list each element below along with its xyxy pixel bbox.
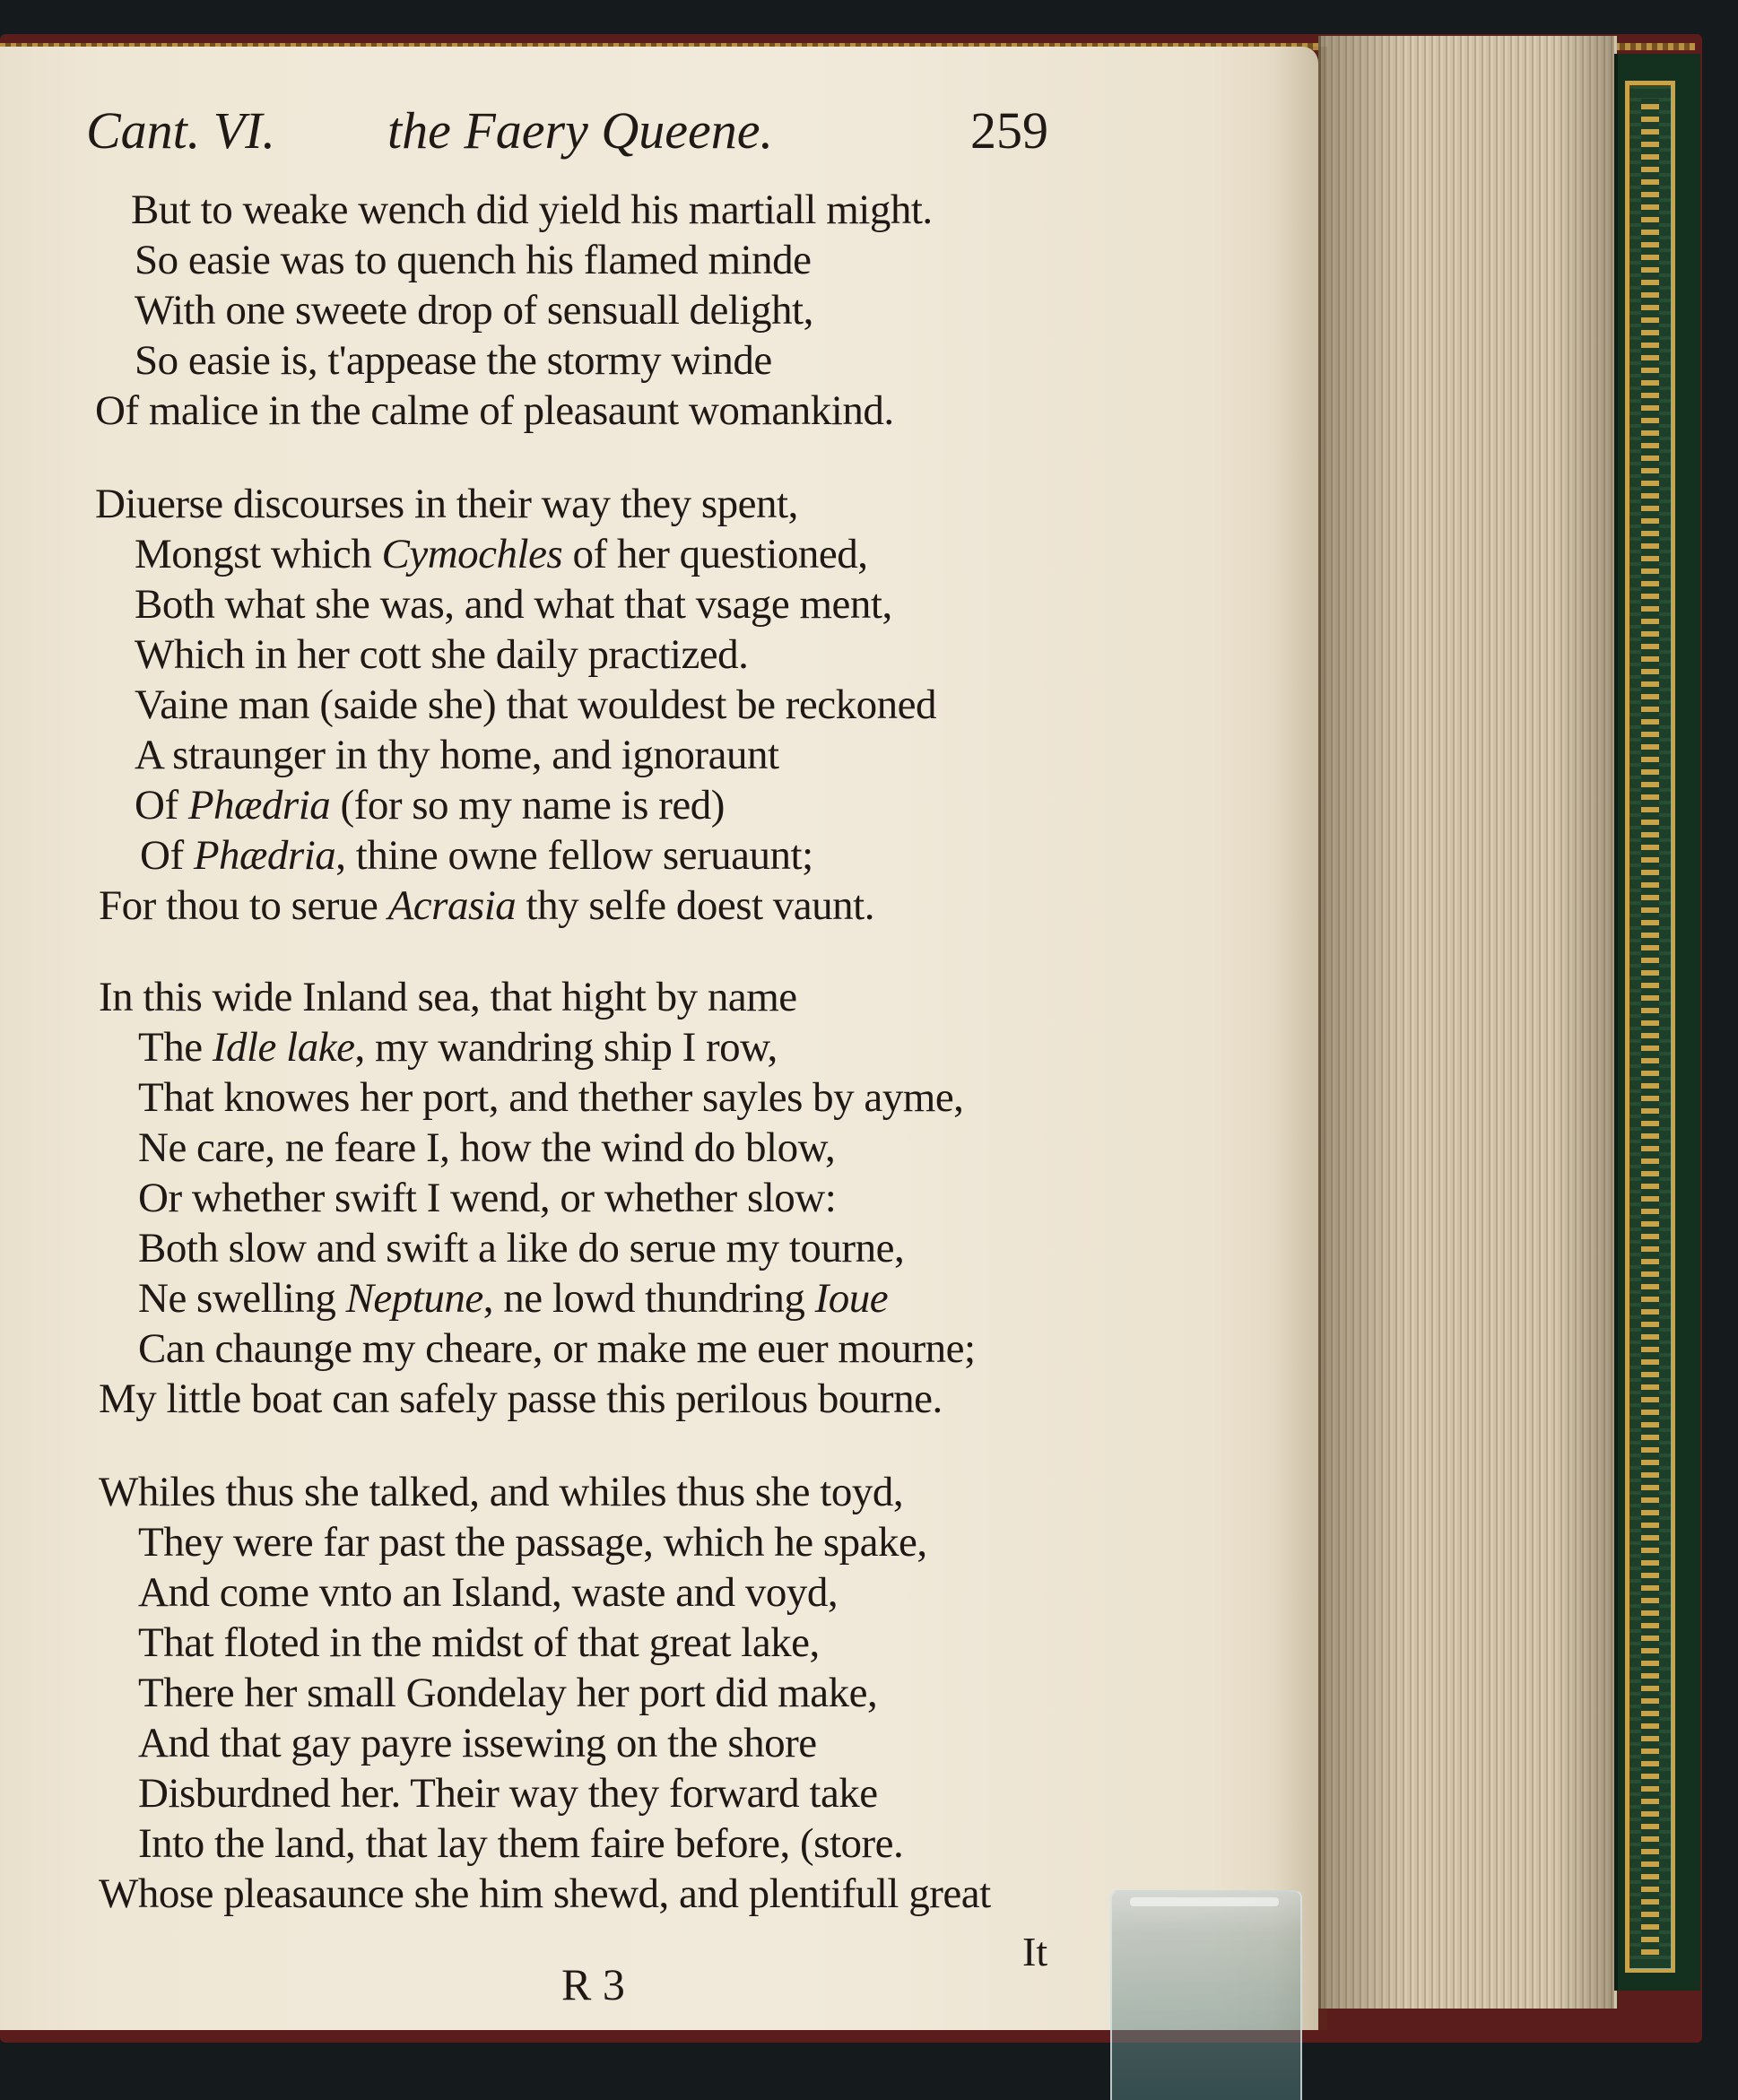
poem-line xyxy=(135,579,892,629)
poem-line xyxy=(135,780,725,830)
line-text: Whiles thus she talked, and whiles thus she toyd, xyxy=(99,1469,904,1515)
page-edge-shadow xyxy=(1273,47,1327,2030)
glass-weight-highlight xyxy=(1130,1897,1279,1906)
running-head xyxy=(86,100,1073,163)
page-number: 259 xyxy=(970,101,1048,160)
signature-mark: R 3 xyxy=(561,1959,625,2009)
poem-line xyxy=(138,1517,927,1567)
line-text: Of malice in the calme of pleasaunt womankind. xyxy=(95,387,894,434)
line-text: They were far past the passage, which he spake, xyxy=(138,1519,927,1566)
line-text: Both slow and swift a like do serue my tourne, xyxy=(138,1225,905,1271)
line-text: Of xyxy=(140,832,194,879)
poem-line xyxy=(138,1173,836,1223)
poem-line xyxy=(138,1072,963,1123)
poem-line xyxy=(135,285,813,335)
binding-gilt-inner xyxy=(1641,99,1659,1955)
fore-edge-shading xyxy=(1318,36,1614,2009)
poem-line xyxy=(99,881,874,931)
italic-name: Phædria xyxy=(193,832,336,879)
line-text: Ne swelling xyxy=(138,1275,346,1322)
poem-line xyxy=(95,479,798,529)
line-text: And come vnto an Island, waste and voyd, xyxy=(138,1569,839,1616)
line-text: Can chaunge my cheare, or make me euer mourne; xyxy=(138,1325,976,1372)
italic-name: Neptune xyxy=(345,1275,483,1322)
poem-line xyxy=(138,1818,903,1869)
poem-line xyxy=(131,185,933,235)
poem-line xyxy=(135,335,772,386)
line-text: , thine owne fellow seruaunt; xyxy=(335,832,813,879)
line-text: And that gay payre issewing on the shore xyxy=(138,1720,817,1766)
poem-line xyxy=(95,386,894,436)
line-text: So easie was to quench his flamed minde xyxy=(135,237,812,283)
poem-line xyxy=(138,1567,838,1618)
poem-line xyxy=(99,972,797,1022)
poem-line xyxy=(135,730,779,780)
italic-name: Phædria xyxy=(187,782,331,829)
book-title: the Faery Queene. xyxy=(387,101,773,160)
poem-line xyxy=(138,1718,817,1768)
poem-line xyxy=(135,235,812,285)
poem-line xyxy=(138,1768,878,1818)
line-text: Of xyxy=(135,782,188,829)
line-text: With one sweete drop of sensuall delight, xyxy=(135,287,813,334)
poem-line xyxy=(99,1374,943,1424)
line-text: That floted in the midst of that great lake, xyxy=(138,1619,820,1666)
line-text: of her questioned, xyxy=(562,531,868,577)
italic-name: Ioue xyxy=(814,1275,889,1322)
poem-line xyxy=(138,1323,976,1374)
line-text: Vaine man (saide she) that wouldest be reckoned xyxy=(135,681,936,728)
italic-name: Acrasia xyxy=(387,882,517,929)
line-text: Mongst which xyxy=(135,531,382,577)
poem-line xyxy=(138,1022,778,1072)
catchword: It xyxy=(1022,1929,1048,1974)
italic-name: Idle lake xyxy=(212,1024,355,1071)
line-text: In this wide Inland sea, that hight by name xyxy=(99,974,797,1020)
line-text: Which in her cott she daily practized. xyxy=(135,631,749,678)
glass-page-weight xyxy=(1110,1890,1302,2100)
line-text: That knowes her port, and thether sayles by ayme, xyxy=(138,1074,964,1121)
line-text: Whose pleasaunce she him shewd, and plentifull great xyxy=(99,1870,991,1917)
line-text: But to weake wench did yield his martiall might. xyxy=(131,187,933,233)
line-text: The xyxy=(138,1024,213,1071)
line-text: , my wandring ship I row, xyxy=(354,1024,778,1071)
italic-name: Cymochles xyxy=(381,531,563,577)
poem-line xyxy=(138,1223,904,1273)
poem-line xyxy=(138,1273,888,1323)
poem-line xyxy=(138,1123,835,1173)
poem-line xyxy=(140,830,813,881)
poem-line xyxy=(138,1618,820,1668)
line-text: There her small Gondelay her port did make, xyxy=(138,1670,878,1716)
line-text: Disburdned her. Their way they forward take xyxy=(138,1770,878,1817)
poem-line xyxy=(138,1668,877,1718)
line-text: My little boat can safely passe this perilous bourne. xyxy=(99,1375,943,1422)
line-text: , ne lowd thundring xyxy=(482,1275,815,1322)
line-text: So easie is, t'appease the stormy winde xyxy=(135,337,772,384)
line-text: Ne care, ne feare I, how the wind do blow, xyxy=(138,1124,836,1171)
line-text: Diuerse discourses in their way they spent, xyxy=(95,481,798,527)
line-text: thy selfe doest vaunt. xyxy=(516,882,874,929)
line-text: (for so my name is red) xyxy=(330,782,725,829)
poem-line xyxy=(135,629,748,680)
line-text: Both what she was, and what that vsage ment, xyxy=(135,581,892,628)
canto-label: Cant. VI. xyxy=(86,101,276,160)
line-text: For thou to serue xyxy=(99,882,388,929)
line-text: Or whether swift I wend, or whether slow: xyxy=(138,1175,837,1221)
poem-line xyxy=(99,1869,991,1919)
poem-line xyxy=(135,529,868,579)
line-text: A straunger in thy home, and ignoraunt xyxy=(135,732,779,778)
poem-line xyxy=(135,680,936,730)
poem-line xyxy=(99,1467,903,1517)
line-text: Into the land, that lay them faire before, (store. xyxy=(138,1820,904,1867)
